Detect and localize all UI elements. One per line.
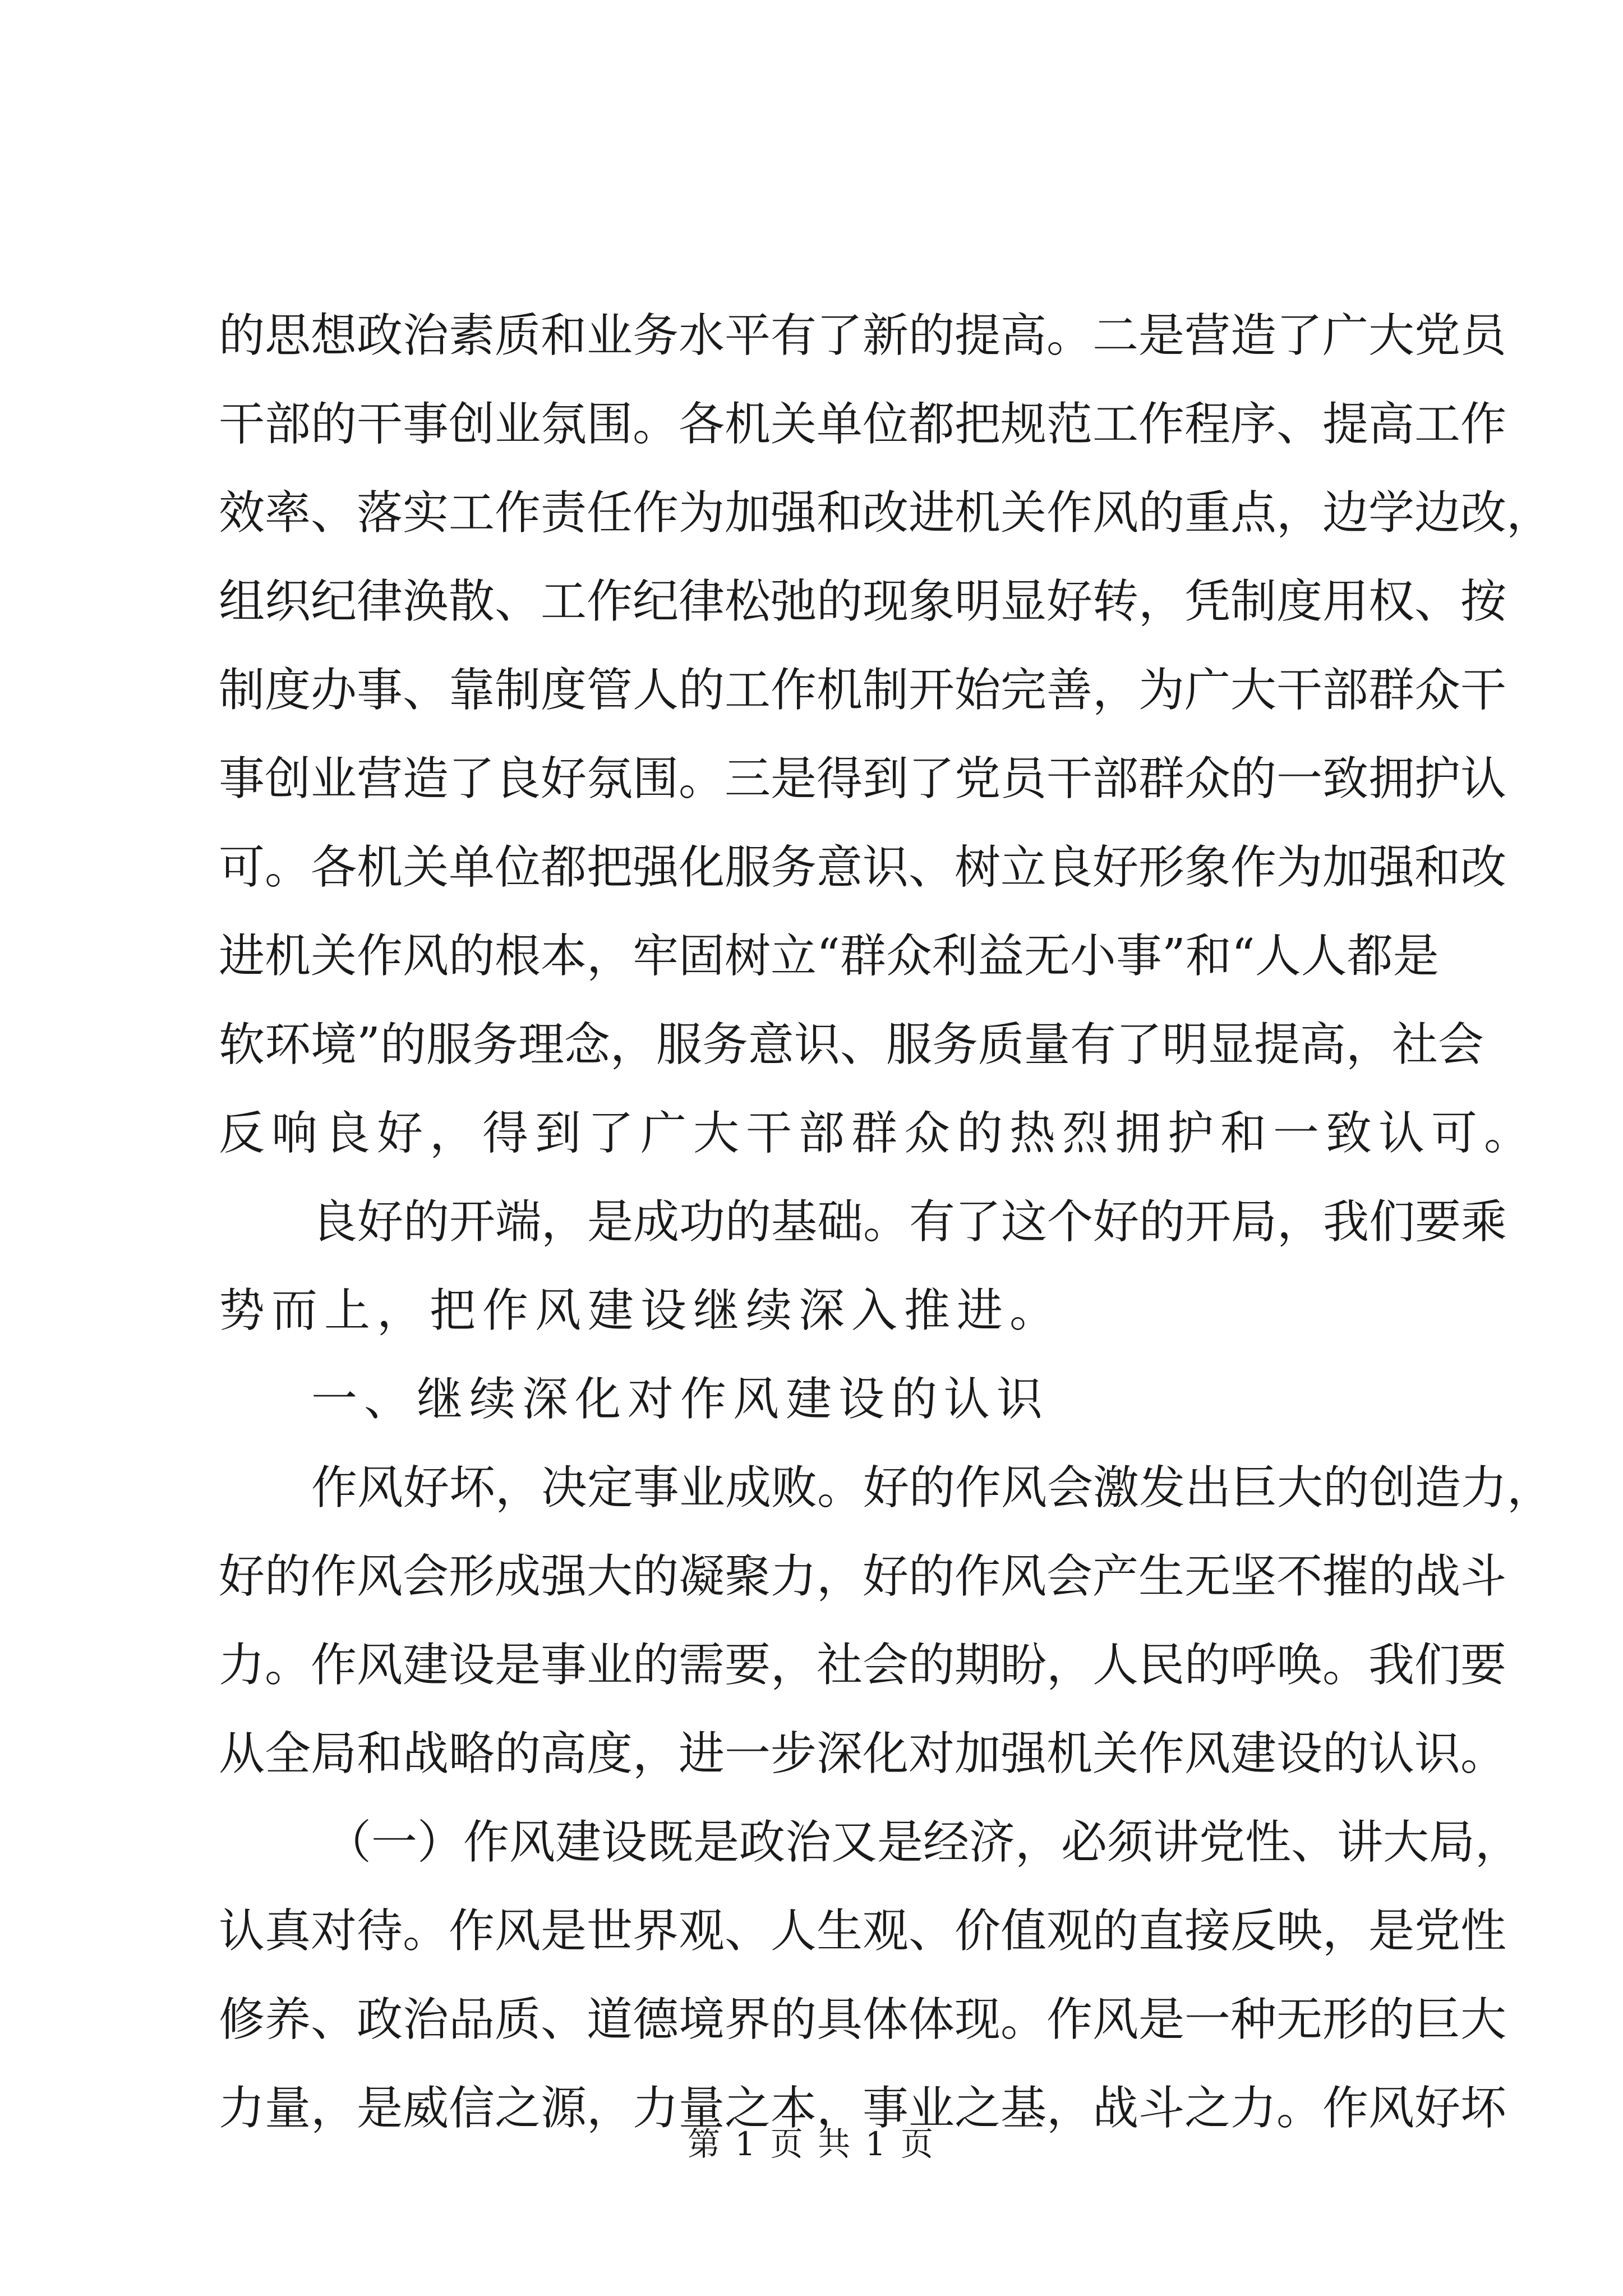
text-line: 进机关作风的根本，牢固树立“群众利益无小事”和“人人都是 — [219, 930, 1439, 983]
text-line: 势而上，把作风建设继续深入推进。 — [219, 1284, 1063, 1337]
text-line: 力。作风建设是事业的需要，社会的期盼，人民的呼唤。我们要 — [219, 1639, 1507, 1692]
text-line: 好的作风会形成强大的凝聚力，好的作风会产生无坚不摧的战斗 — [219, 1550, 1507, 1603]
text-line: 从全局和战略的高度，进一步深化对加强机关作风建设的认识。 — [219, 1727, 1507, 1780]
text-line: 作风好坏，决定事业成败。好的作风会激发出巨大的创造力， — [311, 1461, 1553, 1515]
text-line: 认真对待。作风是世界观、人生观、价值观的直接反映，是党性 — [219, 1904, 1507, 1958]
text-line: 力量，是威信之源，力量之本，事业之基，战斗之力。作风好坏 — [219, 2082, 1507, 2135]
text-line: 效率、落实工作责任作为加强和改进机关作风的重点，边学边改， — [219, 486, 1553, 540]
text-line: 的思想政治素质和业务水平有了新的提高。二是营造了广大党员 — [219, 309, 1507, 362]
text-line: 组织纪律涣散、工作纪律松弛的现象明显好转，凭制度用权、按 — [219, 575, 1507, 628]
text-line: 可。各机关单位都把强化服务意识、树立良好形象作为加强和改 — [219, 841, 1507, 894]
text-line: 反响良好，得到了广大干部群众的热烈拥护和一致认可。 — [219, 1107, 1537, 1160]
text-line: 软环境”的服务理念，服务意识、服务质量有了明显提高，社会 — [219, 1018, 1484, 1071]
page-footer: 第 1 页 共 1 页 — [688, 2125, 935, 2163]
text-line: 干部的干事创业氛围。各机关单位都把规范工作程序、提高工作 — [219, 398, 1507, 451]
text-line: 制度办事、靠制度管人的工作机制开始完善，为广大干部群众干 — [219, 664, 1507, 717]
text-line: 良好的开端，是成功的基础。有了这个好的开局，我们要乘 — [311, 1195, 1507, 1249]
text-line: 事创业营造了良好氛围。三是得到了党员干部群众的一致拥护认 — [219, 752, 1507, 806]
text-line: 修养、政治品质、道德境界的具体体现。作风是一种无形的巨大 — [219, 1993, 1507, 2046]
document-body — [219, 292, 1553, 2153]
text-line: （一）作风建设既是政治又是经济，必须讲党性、讲大局， — [325, 1816, 1521, 1869]
section-heading: 一、继续深化对作风建设的认识 — [311, 1373, 1050, 1426]
